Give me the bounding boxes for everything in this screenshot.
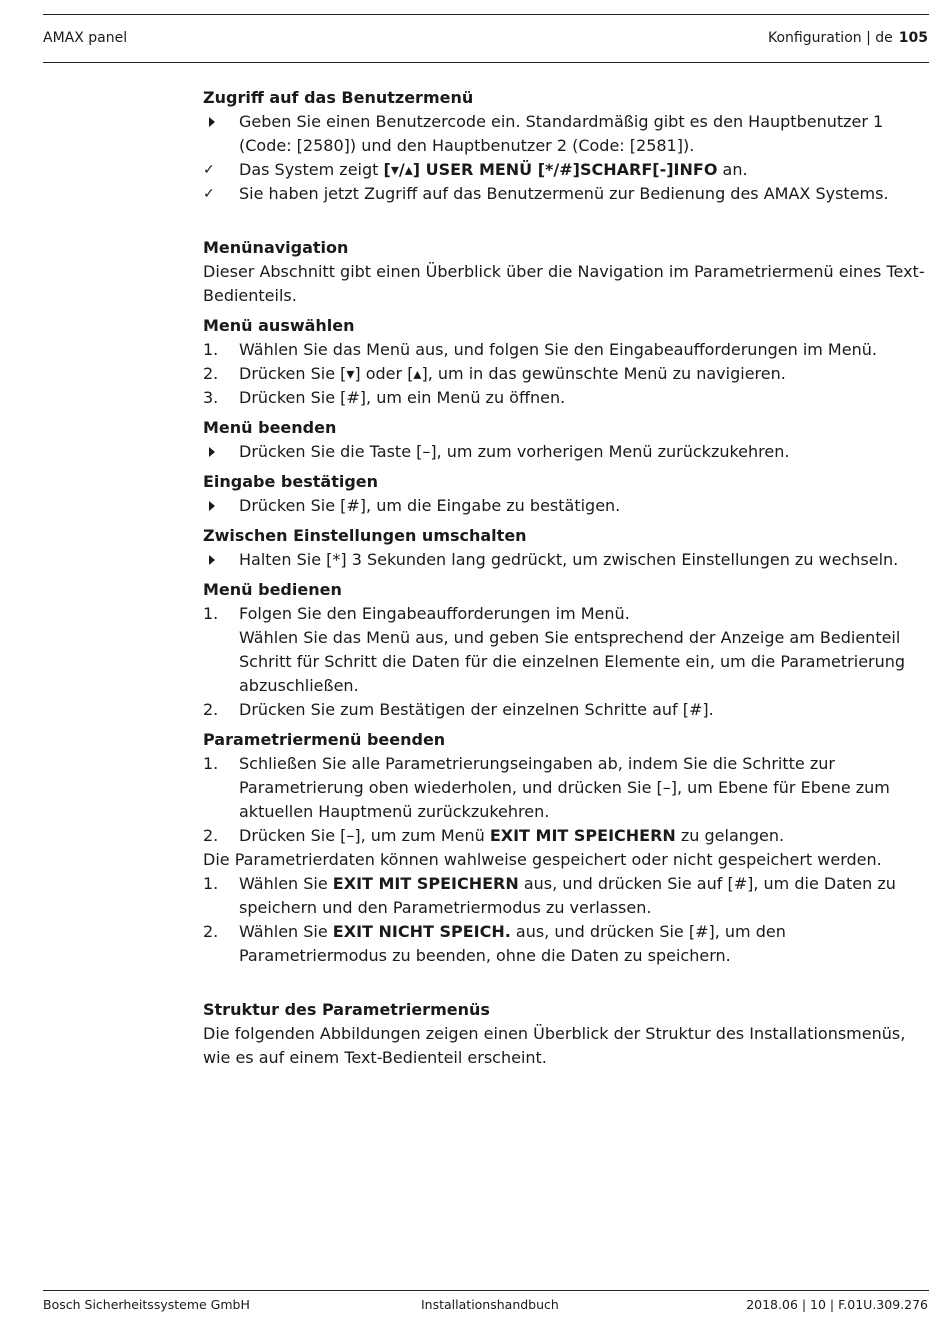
item-text-end: aus, und drücken Sie [#], um den Parametriermodus zu beenden, ohne die Daten zu speichern. (239, 922, 786, 965)
result-text: Das System zeigt (239, 160, 384, 179)
numbered-item (203, 920, 929, 968)
page-content (203, 86, 929, 1070)
numbered-item (203, 362, 929, 386)
step-item (203, 440, 929, 464)
item-number: 1. (203, 604, 219, 623)
result-text: Sie haben jetzt Zugriff auf das Benutzermenü zur Bedienung des AMAX Systems. (239, 184, 889, 203)
struktur-paragraph: Die folgenden Abbildungen zeigen einen Überblick der Struktur des Installationsmenüs, wie es auf einem Text-Bedienteil erscheint. (203, 1024, 906, 1067)
step-text: Geben Sie einen Benutzercode ein. Standardmäßig gibt es den Hauptbenutzer 1 (Code: [2580]) und den Hauptbenutzer 2 (Code: [2581]). (239, 112, 884, 155)
checkmark-icon: ✓ (203, 162, 215, 178)
numbered-item (203, 386, 929, 410)
step-text: Drücken Sie [#], um die Eingabe zu bestätigen. (239, 496, 621, 515)
item-number: 1. (203, 874, 219, 893)
item-number: 2. (203, 826, 219, 845)
footer-document-id: 2018.06 | 10 | F.01U.309.276 (746, 1297, 928, 1312)
item-text: Folgen Sie den Eingabeaufforderungen im Menü. (239, 604, 630, 623)
item-text: Wählen Sie (239, 874, 333, 893)
header-section-title: Konfiguration | de (767, 30, 893, 46)
note-paragraph: Die Parametrierdaten können wahlweise gespeichert oder nicht gespeichert werden. (203, 850, 882, 869)
heading-parametriermenue-beenden: Parametriermenü beenden (203, 730, 446, 749)
item-number: 2. (203, 700, 219, 719)
item-text: Schließen Sie alle Parametrierungseingaben ab, indem Sie die Schritte zur Parametrierung oben wiederholen, und drücken Sie [–], um Ebene für Ebene zum aktuellen Hauptmenü zurückzukehren. (239, 754, 890, 821)
result-item (203, 158, 929, 182)
result-item (203, 182, 929, 206)
item-text: Drücken Sie [–], um zum Menü (239, 826, 490, 845)
result-text-end: an. (717, 160, 748, 179)
numbered-item (203, 698, 929, 722)
menu-name: EXIT MIT SPEICHERN (332, 874, 519, 893)
item-text-end: zu gelangen. (675, 826, 785, 845)
heading-menue-beenden: Menü beenden (203, 418, 337, 437)
numbered-item (203, 338, 929, 362)
item-text-end: aus, und drücken Sie auf [#], um die Daten zu speichern und den Parametriermodus zu verlassen. (239, 874, 896, 917)
numbered-item (203, 872, 929, 920)
step-text: Drücken Sie die Taste [–], um zum vorherigen Menü zurückzukehren. (239, 442, 790, 461)
menu-name: EXIT MIT SPEICHERN (489, 826, 676, 845)
item-text: Drücken Sie [#], um ein Menü zu öffnen. (239, 388, 566, 407)
menu-name: EXIT NICHT SPEICH. (332, 922, 511, 941)
heading-menuenavigation: Menünavigation (203, 238, 349, 257)
arrow-bullet-icon (203, 110, 233, 134)
item-text: Wählen Sie das Menü aus, und folgen Sie den Eingabeaufforderungen im Menü. (239, 340, 877, 359)
item-number: 1. (203, 340, 219, 359)
footer-rule (43, 1290, 929, 1291)
item-text-continued: Wählen Sie das Menü aus, und geben Sie entsprechend der Anzeige am Bedienteil Schritt für Schritt die Daten für die einzelnen Elemente ein, um die Parametrierung abzuschließen. (239, 628, 906, 695)
item-number: 3. (203, 388, 219, 407)
page-number: 105 (898, 30, 928, 46)
numbered-item (203, 602, 929, 698)
step-item (203, 110, 929, 158)
heading-menue-auswaehlen: Menü auswählen (203, 316, 355, 335)
heading-eingabe-bestaetigen: Eingabe bestätigen (203, 472, 379, 491)
numbered-item (203, 752, 929, 824)
heading-menue-bedienen: Menü bedienen (203, 580, 342, 599)
step-item (203, 494, 929, 518)
header-product-name: AMAX panel (43, 30, 128, 46)
heading-zugriff: Zugriff auf das Benutzermenü (203, 88, 474, 107)
step-text: Halten Sie [*] 3 Sekunden lang gedrückt, um zwischen Einstellungen zu wechseln. (239, 550, 899, 569)
header-section (768, 30, 928, 46)
header-top-rule (43, 14, 929, 15)
header-bottom-rule (43, 62, 929, 63)
arrow-bullet-icon (203, 440, 233, 464)
item-text: Wählen Sie (239, 922, 333, 941)
item-number: 2. (203, 922, 219, 941)
footer-document-type: Installationshandbuch (421, 1297, 559, 1312)
item-number: 2. (203, 364, 219, 383)
checkmark-icon: ✓ (203, 186, 215, 202)
heading-umschalten: Zwischen Einstellungen umschalten (203, 526, 527, 545)
footer-company: Bosch Sicherheitssysteme GmbH (43, 1297, 250, 1312)
intro-paragraph: Dieser Abschnitt gibt einen Überblick über die Navigation im Parametriermenü eines Text-Bedienteils. (203, 262, 925, 305)
arrow-bullet-icon (203, 548, 233, 572)
arrow-bullet-icon (203, 494, 233, 518)
display-text: [▾/▴] USER MENÜ [*/#]SCHARF[-]INFO (383, 160, 718, 179)
item-number: 1. (203, 754, 219, 773)
numbered-item (203, 824, 929, 848)
item-text: Drücken Sie zum Bestätigen der einzelnen Schritte auf [#]. (239, 700, 714, 719)
item-text: Drücken Sie [▾] oder [▴], um in das gewünschte Menü zu navigieren. (239, 364, 786, 383)
heading-struktur: Struktur des Parametriermenüs (203, 1000, 490, 1019)
step-item (203, 548, 929, 572)
